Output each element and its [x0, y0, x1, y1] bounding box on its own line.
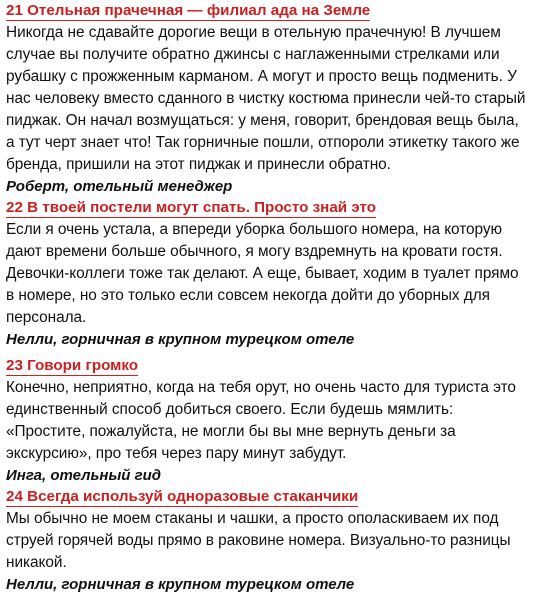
section-author: Роберт, отельный менеджер [6, 178, 233, 195]
section-author: Нелли, горничная в крупном турецком отеле [6, 576, 355, 593]
section-body: Никогда не сдавайте дорогие вещи в отельную прачечную! В лучшем случае вы получите обратно джинсы с наглаженными стрелками или рубашку с прожженным карманом. А могут и просто вещь подменить. У нас человеку вместо сданного в чистку костюма принесли чей-то старый пиджак. Он начал возмущаться: у меня, говорит, брендовая вещь была, а тут черт знает что! Так горничные пошли, отпороли этикетку такого же бренда, пришили на этот пиджак и принесли обратно. [6, 24, 526, 173]
section-22-bed [6, 198, 527, 350]
section-body: Если я очень устала, а впереди уборка большого номера, на которую дают времени больше обычного, я могу вздремнуть на кровати гостя. Девочки-коллеги тоже так делают. А еще, бывает, ходим в туалет прямо в номере, но это только если совсем некогда дойти до уборных для персонала. [6, 221, 519, 326]
section-heading: 22 В твоей постели могут спать. Просто знай это [6, 199, 377, 216]
section-body: Мы обычно не моем стаканы и чашки, а просто ополаскиваем их под струей горячей воды прямо в раковине номера. Визуально-то разницы никакой. [6, 510, 511, 571]
section-body: Конечно, неприятно, когда на тебя орут, но очень часто для туриста это единственный способ добиться своего. Если будешь мямлить: «Простите, пожалуйста, не могли бы вы мне вернуть деньги за экскурсию», про тебя через пару минут забудут. [6, 379, 516, 462]
section-23-speak-loud [6, 356, 527, 486]
section-heading: 21 Отельная прачечная — филиал ада на Земле [6, 2, 371, 19]
section-heading: 23 Говори громко [6, 357, 139, 374]
section-21-hotel-laundry [6, 1, 527, 197]
section-author: Нелли, горничная в крупном турецком отеле [6, 331, 355, 348]
section-author: Инга, отельный гид [6, 467, 162, 484]
section-24-disposable-cups [6, 487, 527, 595]
section-heading: 24 Всегда используй одноразовые стаканчики [6, 488, 359, 505]
